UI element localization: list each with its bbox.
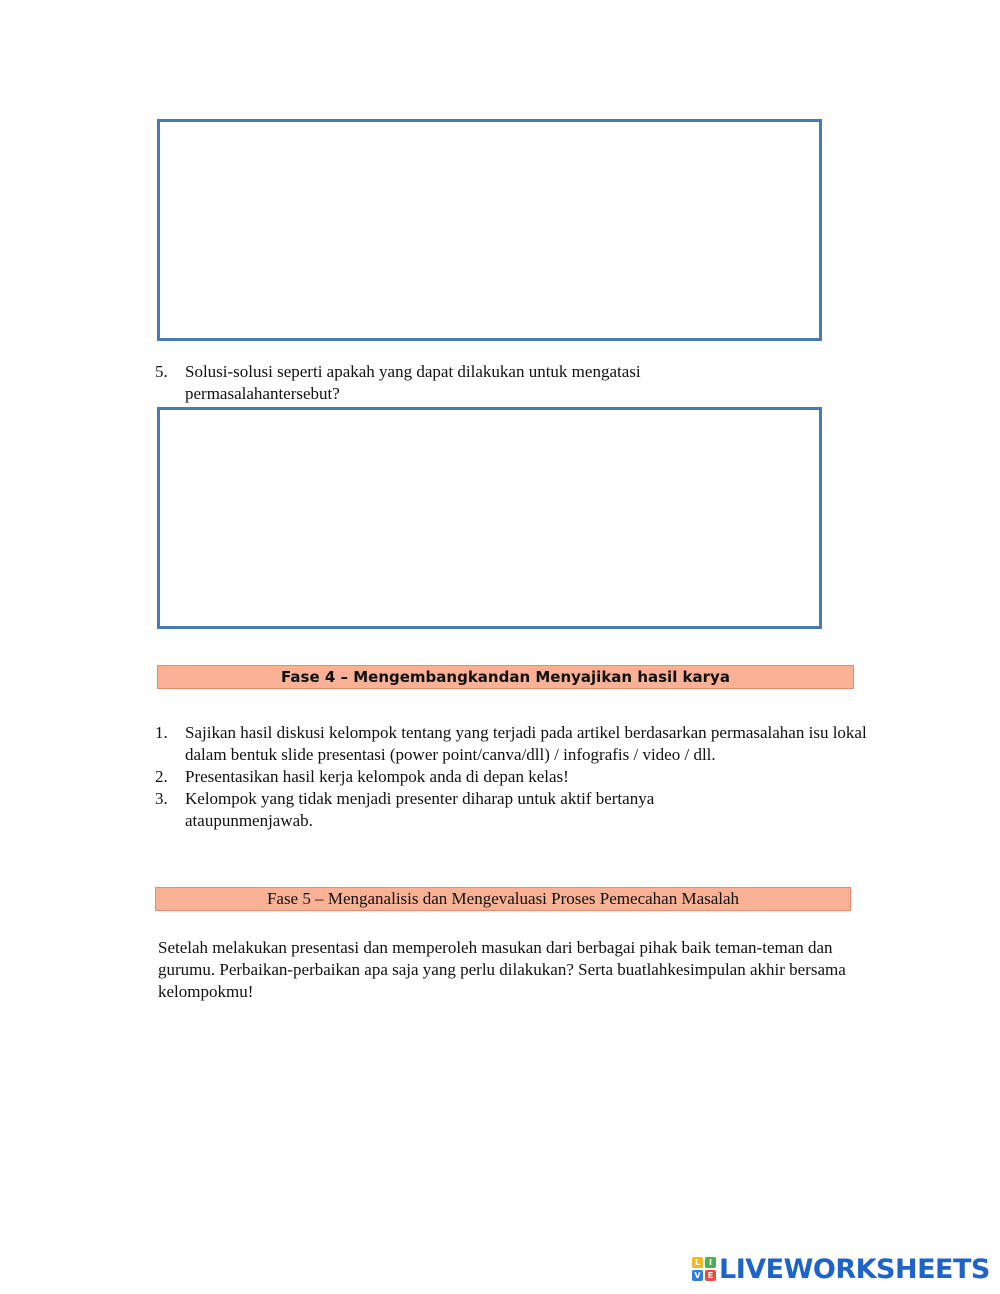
phase-5-paragraph: Setelah melakukan presentasi dan memperoleh masukan dari berbagai pihak baik teman-teman dan gurumu. Perbaikan-perbaikan apa saja yang perlu dilakukan? Serta buatlahkesimpulan akhir bersama kelompokmu!: [158, 938, 846, 1001]
logo-tile-v: V: [692, 1270, 703, 1281]
phase-4-item-1: 1. Sajikan hasil diskusi kelompok tentang yang terjadi pada artikel berdasarkan permasalahan isu lokal dalam bentuk slide presentasi (power point/canva/dll) / infografis / video / dll.: [155, 723, 867, 764]
phase-4-item-2: 2. Presentasikan hasil kerja kelompok anda di depan kelas!: [155, 767, 569, 786]
logo-tile-l: L: [692, 1257, 703, 1268]
logo-tile-e: E: [705, 1270, 716, 1281]
liveworksheets-logo[interactable]: [692, 1252, 990, 1286]
question-5-text: Solusi-solusi seperti apakah yang dapat dilakukan untuk mengatasi permasalahantersebut?: [185, 362, 641, 403]
answer-box-q5[interactable]: [157, 407, 822, 629]
answer-box-q4[interactable]: [157, 119, 822, 341]
logo-tile-i: I: [705, 1257, 716, 1268]
phase-4-list: [155, 722, 885, 832]
question-5-list: [155, 361, 735, 405]
phase-5-header: Fase 5 – Menganalisis dan Mengevaluasi Proses Pemecahan Masalah: [155, 887, 851, 911]
phase-4-item-3: 3. Kelompok yang tidak menjadi presenter diharap untuk aktif bertanya ataupunmenjawab.: [155, 789, 655, 830]
logo-icon: [692, 1257, 716, 1281]
logo-text: LIVEWORKSHEETS: [719, 1253, 990, 1285]
question-5: 5. Solusi-solusi seperti apakah yang dapat dilakukan untuk mengatasi permasalahantersebut?: [155, 362, 641, 403]
phase-4-header: Fase 4 – Mengembangkandan Menyajikan hasil karya: [157, 665, 854, 689]
